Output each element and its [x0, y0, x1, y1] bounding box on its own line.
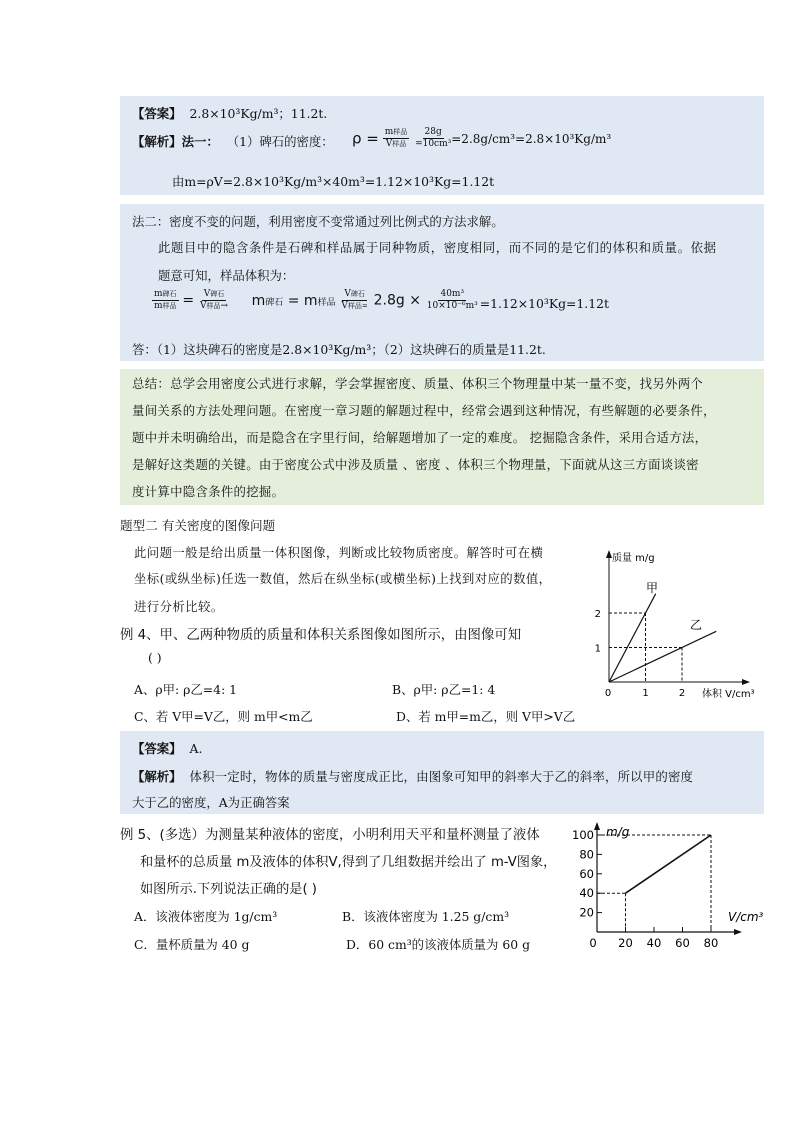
chart2-x-tick-label: 80: [703, 936, 719, 950]
chart1-x-arrow: [742, 679, 750, 685]
chart2-y-tick-label: 80: [579, 847, 594, 862]
chart1-y-tick-label: 1: [594, 643, 601, 655]
eq-frac-den: 10×10⁻⁶m³: [426, 301, 478, 311]
summary-line: 题中并未明确给出，而是隐含在字里行间，给解题增加了一定的难度。 挖掘隐含条件，采用合适方法，: [132, 430, 708, 445]
example4-option-a: A、ρ甲: ρ乙=4: 1: [134, 682, 238, 697]
chart2-y-label: m/g: [606, 825, 630, 839]
summary-paragraph: [132, 369, 756, 506]
eq-v-num: V: [344, 289, 351, 299]
m-sample: m: [154, 301, 163, 311]
chart2-y-tick-label: 20: [579, 905, 594, 920]
eq-result: =1.12×10³Kg=1.12t: [479, 296, 609, 311]
chart2-x-arrow: [734, 929, 742, 935]
answer4-box: [120, 731, 764, 814]
chart2-x-tick-label: 40: [646, 936, 662, 950]
chart2-x-tick-label: 20: [618, 936, 633, 950]
example5-option-a: A．该液体密度为 1g/cm³: [134, 909, 278, 924]
v-stone-sub: 碑石: [210, 290, 225, 298]
example4-paren: ( ): [148, 650, 162, 665]
frac-m-sub: 样品: [393, 128, 408, 136]
fraction-v-ratio: [198, 290, 230, 311]
answer-label: 【答案】: [132, 106, 182, 121]
summary-box: [120, 369, 764, 505]
example5-option-c: C．量杯质量为 40 g: [134, 937, 250, 952]
chart2-x-label: V/cm³: [728, 910, 764, 924]
example4-option-b: B、ρ甲: ρ乙=1: 4: [392, 682, 496, 697]
example5-option-d: D．60 cm³的该液体质量为 60 g: [346, 937, 530, 952]
answer4-analysis-line-2: 大于乙的密度，A为正确答案: [132, 795, 290, 810]
proportion-formula: $\frac{\text{m碑石}}{\text{m样品}}$ = $\frac{\text{V碑石}}{\text{V样品→}}$ m碑石 = m样品 $\frac{\text{V碑石}}{\text{V样品=}}$ 2.8g × $\frac{\text{40m³}}{\text{10×10⁻⁶m³}}$ =1.12×10³Kg=1.12t: [154, 289, 609, 311]
eq-v-den: V: [341, 301, 348, 311]
method2-line-3: 题意可知，样品体积为：: [158, 268, 295, 283]
summary-line: 量间关系的方法处理问题。在密度一章习题的解题过程中，经常会遇到这种情况，有些解题的必要条件，: [132, 403, 716, 418]
chart1-x-tick-label: 0: [604, 688, 612, 699]
density-chart-2: [572, 814, 766, 959]
fraction-28g: [413, 128, 453, 149]
chart1-x-tick-label: 1: [642, 688, 649, 699]
density-result: =2.8g/cm³=2.8×10³Kg/m³: [451, 131, 612, 146]
answer-text: 2.8×10³Kg/m³；11.2t.: [189, 106, 328, 121]
frac2-num: 28g: [424, 127, 442, 137]
eq-frac-num: 40m³: [440, 289, 465, 299]
answer4-label: 【答案】: [132, 741, 182, 756]
v-sample-sub: 样品: [206, 302, 221, 310]
fraction-m-over-v: [383, 128, 410, 149]
section2-title: 题型二 有关密度的图像问题: [120, 518, 276, 533]
answer-line: [132, 104, 327, 122]
fraction-v-stone-sample: [339, 290, 369, 311]
example4-stem: 例 4、甲、乙两种物质的质量和体积关系图像如图所示，由图像可知: [120, 628, 522, 643]
method2-box: [120, 204, 764, 361]
method2-line-1: 法二：密度不变的问题，利用密度不变常通过列比例式的方法求解。: [132, 214, 504, 229]
chart2-y-tick-label: 60: [579, 866, 594, 881]
frac-m: m: [384, 127, 394, 137]
answer4-line: [132, 739, 202, 757]
mass-calc-line: 由m=ρV=2.8×10³Kg/m³×40m³=1.12×10³Kg=1.12t: [172, 174, 495, 189]
eq-v-den-sub: 样品=: [347, 302, 368, 310]
summary-line: 度计算中隐含条件的挖掘。: [132, 484, 285, 499]
v-sample: V: [199, 301, 207, 311]
example4-option-d: D、若 m甲=m乙，则 V甲>V乙: [396, 709, 576, 724]
section2-intro-line: 进行分析比较。: [134, 599, 224, 614]
chart1-series-line-yi: [609, 631, 716, 682]
rho-symbol: ρ =: [352, 129, 379, 148]
answer4-text: A.: [189, 741, 203, 756]
frac-v: V: [385, 139, 393, 149]
eq-m: m: [251, 292, 266, 309]
answer4-analysis-label: 【解析】: [132, 769, 182, 784]
fraction-m-ratio: [152, 290, 179, 311]
fraction-40-over-10: [425, 290, 480, 311]
chart2-y-arrow: [594, 822, 600, 830]
analysis-line-1: [132, 132, 334, 150]
m-stone-sub: 碑石: [162, 290, 177, 298]
chart1-series-yi-label: 乙: [690, 618, 703, 632]
chart2-series-line: [626, 835, 712, 893]
eq-m-sub: 碑石: [265, 297, 284, 308]
v-stone: V: [203, 289, 211, 299]
chart2-y-tick-label: 40: [579, 886, 594, 901]
section2-intro-line: 坐标(或纵坐标)任选一数值，然后在纵坐标(或横坐标)上找到对应的数值，: [134, 571, 552, 586]
chart1-x-tick-label: 2: [678, 688, 686, 699]
answer4-analysis-line: [132, 767, 693, 785]
frac-v-sub: 样品: [392, 140, 407, 148]
chart1-x-label: 体积 V/cm³: [702, 689, 755, 700]
chart2-x-tick-label: 60: [675, 936, 690, 950]
section2-intro-line: 此问题一般是给出质量一体积图像，判断或比较物质密度。解答时可在横: [134, 545, 544, 560]
chart2-y-tick-label: 100: [572, 828, 594, 842]
method2-line-2: 此题目中的隐含条件是石碑和样品属于同种物质，密度相同，而不同的是它们的体积和质量。依据: [158, 240, 717, 255]
chart1-series-jia-label: 甲: [646, 581, 659, 595]
eq-m2-sub: 样品: [317, 297, 336, 308]
summary-line: 是解好这类题的关键。由于密度公式中涉及质量 、密度 、体积三个物理量，下面就从这三方面谈谈密: [132, 457, 699, 472]
example4-option-c: C、若 V甲=V乙，则 m甲<m乙: [134, 709, 313, 724]
analysis-step1: （1）碑石的密度：: [226, 134, 334, 149]
example5-line-2: 和量杯的总质量 m及液体的体积V,得到了几组数据并绘出了 m-V图象，: [140, 855, 557, 870]
frac2-den: =10cm³: [415, 139, 452, 149]
answer4-analysis-text: 体积一定时，物体的质量与密度成正比，由图象可知甲的斜率大于乙的斜率，所以甲的密度: [189, 769, 694, 784]
answer-box-1: [120, 96, 764, 195]
eq-28g: 2.8g ×: [373, 292, 421, 309]
summary-line: 总结：总学会用密度公式进行求解，学会掌握密度、质量、体积三个物理量中某一量不变，找另外两个: [132, 376, 704, 391]
chart1-y-tick-label: 2: [594, 609, 601, 620]
eq-v-num-sub: 碑石: [350, 290, 365, 298]
example5-line-1: 例 5、(多选）为测量某种液体的密度，小明利用天平和量杯测量了液体: [120, 828, 540, 843]
density-formula: [352, 128, 611, 149]
chart1-y-label: 质量 m/g: [612, 553, 655, 564]
eq-equals-m: = m: [287, 292, 318, 309]
method2-answer: 答：（1）这块碑石的密度是2.8×10³Kg/m³；（2）这块碑石的质量是11.2t.: [132, 342, 546, 357]
example5-option-b: B．该液体密度为 1.25 g/cm³: [342, 909, 510, 924]
arrow-symbol: →: [220, 301, 228, 311]
m-stone: m: [154, 289, 163, 299]
method1-label: 法一：: [181, 134, 219, 149]
example5-line-3: 如图所示.下列说法正确的是( ): [140, 882, 317, 897]
chart1-series-line-jia: [609, 594, 656, 682]
m-sample-sub: 样品: [162, 302, 177, 310]
chart2-x-tick-label: 0: [589, 936, 597, 950]
analysis-label: 【解析】: [132, 134, 182, 149]
density-chart-1: [594, 544, 764, 704]
